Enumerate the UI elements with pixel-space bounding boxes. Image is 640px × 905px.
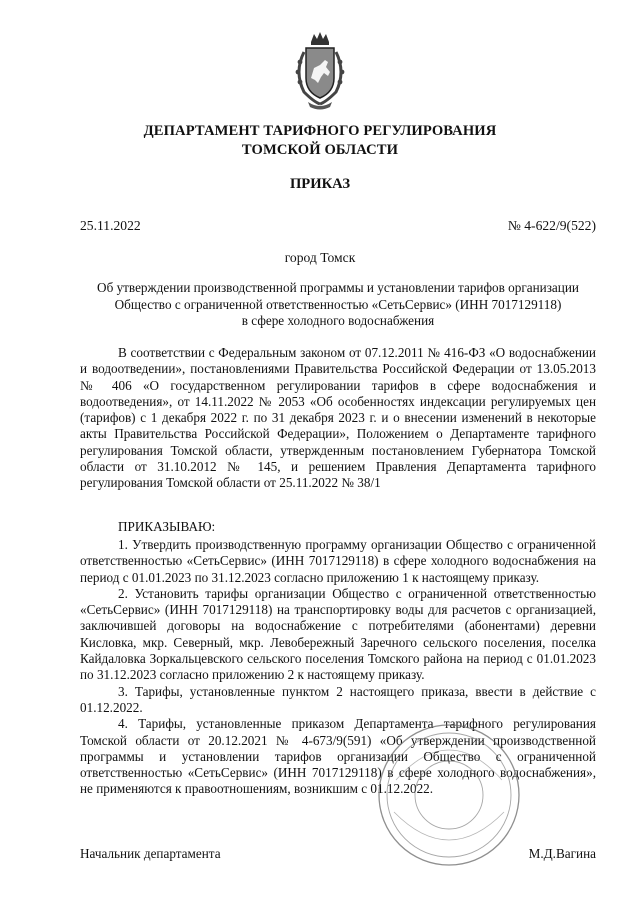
order-subject (80, 280, 596, 330)
department-name-line1: ДЕПАРТАМЕНТ ТАРИФНОГО РЕГУЛИРОВАНИЯ (143, 123, 497, 139)
document-type: ПРИКАЗ (289, 176, 351, 192)
order-number: № 4-622/9(522) (507, 218, 596, 233)
order-item-4: 4. Тарифы, установленные приказом Департамента тарифного регулирования Томской области от 20.12.2021 № 4-673/9(591) «Об утверждении производственной программы и установлении тарифов организации Общество с ограниченной ответственностью «СетьСервис» (ИНН 7017129118) в сфере холодного водоснабжения», не применяются к правоотношениям, возникшим с 01.12.2022. (80, 716, 596, 797)
coat-of-arms-icon (290, 28, 350, 112)
order-item-3: 3. Тарифы, установленные пунктом 2 настоящего приказа, ввести в действие с 01.12.2022. (80, 683, 596, 715)
order-date: 25.11.2022 (80, 218, 141, 233)
order-item-2: 2. Установить тарифы организации Общество с ограниченной ответственностью «СетьСервис» (ИНН 7017129118) на транспортировку воды для расчетов с организацией, заключившей договоры на водоснабжение с потребителями (абонентами) деревни Кисловка, мкр. Северный, мкр. Левобережный Заречного сельского поселения, поселка Кайдаловка Зоркальцевского сельского поселения Томского района на период с 01.01.2023 по 31.12.2023 согласно приложению 2 к настоящему приказу. (80, 585, 596, 683)
order-city: город Томск (284, 250, 356, 265)
intro-paragraph: В соответствии с Федеральным законом от 07.12.2011 № 416-ФЗ «О водоснабжении и водоотведении», постановлениями Правительства Российской Федерации от 13.05.2013 № 406 «О государственном регулировании тарифов в сфере водоснабжения и водоотведения», от 14.11.2022 № 2053 «Об особенностях индексации регулируемых цен (тарифов) с 1 декабря 2022 г. по 31 декабря 2023 г. и о внесении изменений в некоторые акты Правительства Российской Федерации», Положением о Департаменте тарифного регулирования Томской области, утвержденным постановлением Губернатора Томской области от 31.10.2012 № 145, и решением Правления Департамента тарифного регулирования Томской области от 25.11.2022 № 38/1 (80, 345, 596, 491)
signature-name: М.Д.Вагина (528, 846, 596, 861)
seal-stamp (374, 720, 524, 870)
subject-line2: Общество с ограниченной ответственностью «СетьСервис» (ИНН 7017129118) (114, 296, 562, 312)
department-name-line2: ТОМСКОЙ ОБЛАСТИ (241, 142, 399, 158)
order-word: ПРИКАЗЫВАЮ: (118, 519, 216, 534)
signature-position: Начальник департамента (80, 846, 221, 861)
subject-line1: Об утверждении производственной программы и установлении тарифов организации (97, 280, 579, 295)
order-item-1: 1. Утвердить производственную программу организации Общество с ограниченной ответственностью «СетьСервис» (ИНН 7017129118) в сфере холодного водоснабжения на период с 01.01.2023 по 31.12.2023 согласно приложению 1 к настоящему приказу. (80, 537, 596, 585)
subject-line3: в сфере холодного водоснабжения (241, 313, 435, 328)
